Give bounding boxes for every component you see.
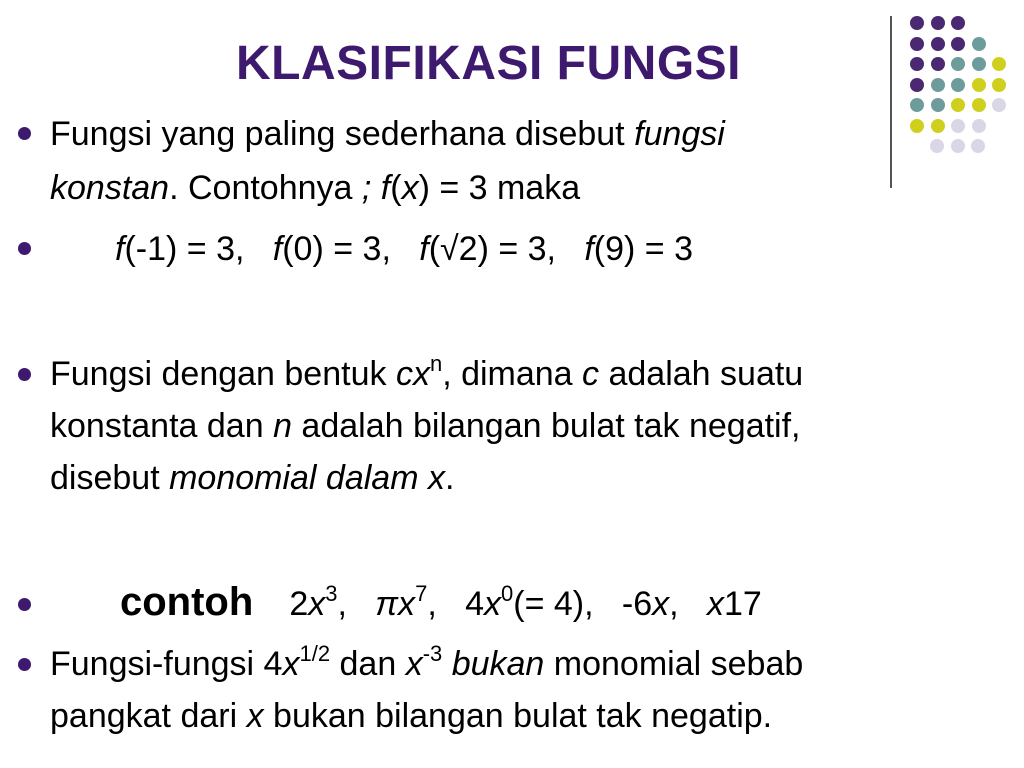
- decorative-dot: [951, 119, 965, 133]
- bullet-2-line: f(-1) = 3, f(0) = 3, f(√2) = 3, f(9) = 3: [115, 230, 694, 268]
- bullet-icon: [18, 127, 31, 140]
- decorative-dot: [972, 78, 986, 92]
- decorative-dot: [972, 98, 986, 112]
- bullet-icon: [18, 242, 31, 255]
- decorative-dot: [951, 78, 965, 92]
- bullet-1-line-2: konstan. Contohnya ; f(x) = 3 maka: [50, 169, 581, 207]
- decorative-dot: [951, 16, 965, 30]
- decorative-dot: [992, 78, 1006, 92]
- bullet-4-line: contoh $2x^3$, $\pi x^7$, $4x^0(= 4)$, -6x, x17: [120, 580, 762, 624]
- bullet-3-line-2: konstanta dan n adalah bilangan bulat tak negatif,: [50, 407, 801, 445]
- decorative-dot: [931, 37, 945, 51]
- decorative-dot: [910, 98, 924, 112]
- decorative-dot: [931, 98, 945, 112]
- decorative-dot: [992, 57, 1006, 71]
- decorative-dot: [931, 16, 945, 30]
- divider-line: [890, 16, 892, 188]
- decorative-dot: [931, 119, 945, 133]
- bullet-icon: [18, 368, 31, 381]
- decorative-dot: [910, 37, 924, 51]
- decorative-dot: [972, 119, 986, 133]
- bullet-5-line-2: pangkat dari x bukan bilangan bulat tak negatip.: [50, 697, 773, 735]
- slide-title: KLASIFIKASI FUNGSI: [236, 37, 742, 90]
- decorative-dot: [972, 57, 986, 71]
- bullet-3-line-3: disebut monomial dalam x.: [50, 459, 455, 497]
- decorative-dot: [951, 139, 965, 153]
- decorative-dot: [930, 139, 944, 153]
- decorative-dot: [931, 57, 945, 71]
- decorative-dot: [910, 119, 924, 133]
- decorative-dot: [951, 37, 965, 51]
- decorative-dot: [971, 139, 985, 153]
- decorative-dot: [972, 37, 986, 51]
- bullet-1-line-1: Fungsi yang paling sederhana disebut fungsi: [50, 115, 725, 153]
- bullet-icon: [18, 598, 31, 611]
- bullet-5-line-1: Fungsi-fungsi $4x^{1/2}$ dan $x^{-3}$ bukan monomial sebab: [50, 641, 804, 683]
- decorative-dot: [910, 57, 924, 71]
- decorative-dot: [910, 78, 924, 92]
- decorative-dot: [931, 78, 945, 92]
- decorative-dot: [992, 98, 1006, 112]
- bullet-3-line-1: Fungsi dengan bentuk $cx^n$, dimana c adalah suatu: [50, 351, 804, 393]
- decorative-dot: [910, 16, 924, 30]
- decorative-dot: [951, 98, 965, 112]
- bullet-icon: [18, 658, 31, 671]
- decorative-dot: [951, 57, 965, 71]
